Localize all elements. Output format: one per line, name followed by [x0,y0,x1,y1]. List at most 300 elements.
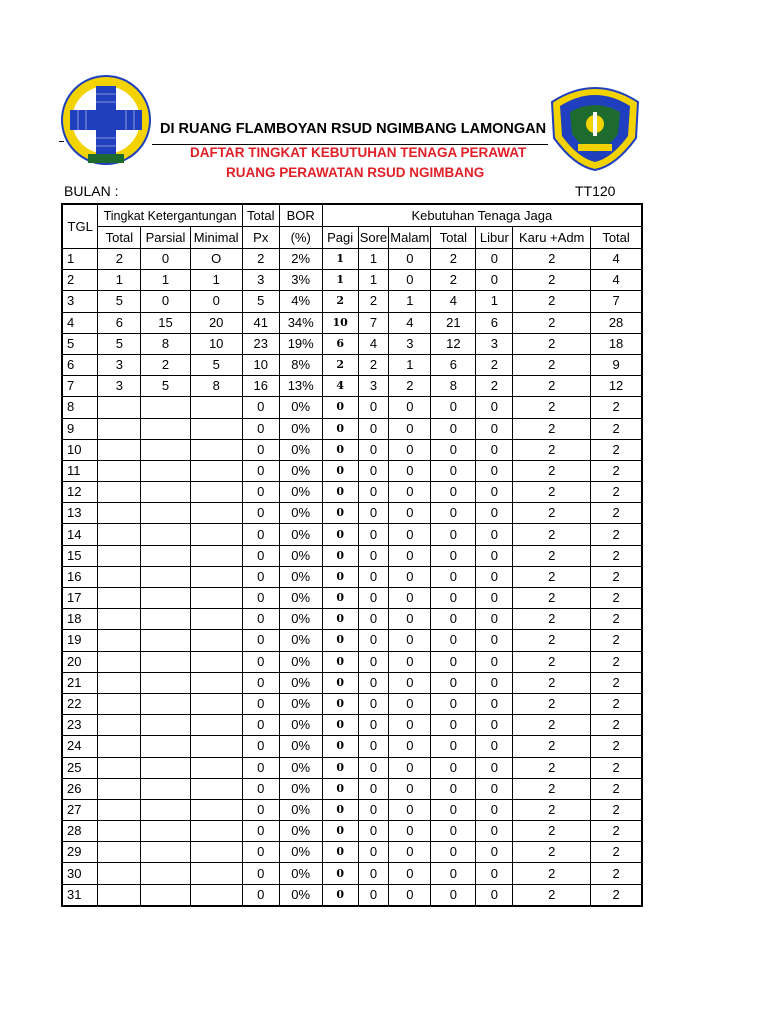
cell-jaga-total: 0 [431,588,476,609]
cell-minimal: 8 [190,376,242,397]
lamongan-emblem [546,80,644,172]
cell-malam: 0 [389,439,431,460]
cell-karu-adm: 2 [513,460,591,481]
cell-malam: 0 [389,397,431,418]
cell-grand-total: 2 [591,693,642,714]
table-row [62,799,642,820]
cell-jaga-total: 2 [431,249,476,270]
cell-libur: 0 [476,460,513,481]
cell-tgl: 26 [62,778,98,799]
cell-bor: 0% [279,630,322,651]
cell-sore: 0 [358,884,389,906]
cell-dep-total [98,799,141,820]
table-row [62,651,642,672]
cell-sore: 2 [358,291,389,312]
cell-karu-adm: 2 [513,821,591,842]
cell-sore: 0 [358,757,389,778]
cell-libur: 0 [476,482,513,503]
cell-dep-total [98,566,141,587]
cell-libur: 0 [476,715,513,736]
cell-malam: 0 [389,270,431,291]
cell-grand-total: 9 [591,354,642,375]
cell-minimal [190,863,242,884]
cell-bor: 0% [279,672,322,693]
cell-parsial: 8 [141,333,190,354]
cell-parsial [141,778,190,799]
cell-sore: 0 [358,566,389,587]
cell-dep-total [98,842,141,863]
cell-karu-adm: 2 [513,418,591,439]
cell-libur: 1 [476,291,513,312]
cell-minimal: 5 [190,354,242,375]
cell-tgl: 9 [62,418,98,439]
cell-total-px: 16 [242,376,279,397]
cell-karu-adm: 2 [513,333,591,354]
cell-malam: 0 [389,545,431,566]
cell-minimal: 20 [190,312,242,333]
cell-bor: 0% [279,418,322,439]
cell-malam: 0 [389,884,431,906]
cell-jaga-total: 0 [431,884,476,906]
table-row [62,630,642,651]
cell-karu-adm: 2 [513,354,591,375]
cell-jaga-total: 0 [431,757,476,778]
cell-dep-total [98,545,141,566]
cell-jaga-total: 0 [431,693,476,714]
cell-karu-adm: 2 [513,842,591,863]
cell-minimal [190,651,242,672]
cell-grand-total: 2 [591,418,642,439]
table-row [62,460,642,481]
cell-minimal [190,460,242,481]
cell-dep-total: 5 [98,333,141,354]
cell-grand-total: 2 [591,609,642,630]
cell-libur: 0 [476,799,513,820]
cell-minimal [190,672,242,693]
table-row [62,354,642,375]
cell-grand-total: 4 [591,249,642,270]
table-row [62,588,642,609]
header-total-px-1: Total [242,204,279,227]
cell-minimal [190,609,242,630]
cell-pagi: 0 [322,651,358,672]
cell-bor: 0% [279,693,322,714]
cell-jaga-total: 0 [431,482,476,503]
table-row [62,715,642,736]
cell-libur: 0 [476,397,513,418]
cell-bor: 0% [279,757,322,778]
cell-karu-adm: 2 [513,736,591,757]
cell-minimal [190,566,242,587]
cell-grand-total: 2 [591,397,642,418]
cell-bor: 0% [279,460,322,481]
cell-pagi: 2 [322,291,358,312]
cell-libur: 0 [476,778,513,799]
cell-pagi: 0 [322,503,358,524]
cell-libur: 0 [476,672,513,693]
cell-jaga-total: 0 [431,460,476,481]
cell-dep-total [98,609,141,630]
cell-jaga-total: 0 [431,715,476,736]
cell-bor: 0% [279,524,322,545]
cell-malam: 0 [389,566,431,587]
cell-jaga-total: 0 [431,630,476,651]
cell-sore: 0 [358,715,389,736]
cell-total-px: 0 [242,863,279,884]
cell-dep-total [98,630,141,651]
cell-sore: 0 [358,630,389,651]
cell-libur: 0 [476,503,513,524]
cell-minimal [190,736,242,757]
cell-karu-adm: 2 [513,609,591,630]
cell-grand-total: 2 [591,757,642,778]
table-row [62,482,642,503]
cell-karu-adm: 2 [513,630,591,651]
cell-minimal [190,884,242,906]
header-minimal: Minimal [190,227,242,249]
cell-pagi: 0 [322,588,358,609]
cell-total-px: 0 [242,736,279,757]
cell-libur: 0 [476,863,513,884]
cell-sore: 0 [358,693,389,714]
cell-karu-adm: 2 [513,799,591,820]
cell-sore: 1 [358,249,389,270]
cell-jaga-total: 6 [431,354,476,375]
cell-sore: 0 [358,799,389,820]
cell-malam: 0 [389,503,431,524]
cell-parsial [141,460,190,481]
table-row [62,778,642,799]
cell-sore: 0 [358,524,389,545]
cell-libur: 6 [476,312,513,333]
cell-bor: 0% [279,799,322,820]
cell-bor: 8% [279,354,322,375]
cell-bor: 0% [279,566,322,587]
cell-libur: 0 [476,439,513,460]
cell-bor: 19% [279,333,322,354]
cell-total-px: 0 [242,566,279,587]
cell-minimal [190,842,242,863]
cell-parsial [141,545,190,566]
cell-minimal [190,715,242,736]
cell-pagi: 0 [322,693,358,714]
cell-tgl: 30 [62,863,98,884]
cell-karu-adm: 2 [513,566,591,587]
cell-grand-total: 2 [591,482,642,503]
cell-grand-total: 4 [591,270,642,291]
cell-libur: 2 [476,376,513,397]
cell-jaga-total: 0 [431,524,476,545]
cell-pagi: 0 [322,397,358,418]
cell-malam: 2 [389,376,431,397]
table-row [62,503,642,524]
cell-bor: 3% [279,270,322,291]
cell-dep-total [98,736,141,757]
cell-jaga-total: 21 [431,312,476,333]
cell-libur: 0 [476,842,513,863]
cell-pagi: 0 [322,715,358,736]
cell-pagi: 0 [322,863,358,884]
cell-dep-total [98,863,141,884]
cell-dep-total [98,693,141,714]
cell-libur: 0 [476,757,513,778]
cell-dep-total [98,503,141,524]
cell-grand-total: 2 [591,778,642,799]
cell-pagi: 6 [322,333,358,354]
cell-tgl: 29 [62,842,98,863]
cell-dep-total [98,418,141,439]
cell-grand-total: 2 [591,588,642,609]
cell-libur: 0 [476,693,513,714]
cell-jaga-total: 0 [431,418,476,439]
cell-karu-adm: 2 [513,439,591,460]
cell-sore: 0 [358,460,389,481]
cell-pagi: 0 [322,757,358,778]
table-row [62,418,642,439]
header-bor-2: (%) [279,227,322,249]
cell-jaga-total: 12 [431,333,476,354]
header-jaga-total: Total [431,227,476,249]
cell-minimal: 0 [190,291,242,312]
cell-tgl: 13 [62,503,98,524]
cell-tgl: 27 [62,799,98,820]
cell-parsial: 15 [141,312,190,333]
cell-parsial: 5 [141,376,190,397]
cell-bor: 0% [279,439,322,460]
cell-bor: 0% [279,651,322,672]
cell-sore: 0 [358,609,389,630]
cell-bor: 0% [279,588,322,609]
cell-sore: 0 [358,588,389,609]
cell-parsial [141,609,190,630]
cell-dep-total: 2 [98,249,141,270]
cell-parsial [141,651,190,672]
cell-dep-total [98,397,141,418]
cell-malam: 0 [389,799,431,820]
table-row [62,821,642,842]
cell-karu-adm: 2 [513,715,591,736]
cell-pagi: 0 [322,566,358,587]
cell-pagi: 0 [322,418,358,439]
cell-jaga-total: 0 [431,545,476,566]
cell-malam: 0 [389,630,431,651]
cell-malam: 0 [389,672,431,693]
cell-pagi: 2 [322,354,358,375]
cell-dep-total [98,460,141,481]
cell-sore: 3 [358,376,389,397]
cell-grand-total: 2 [591,842,642,863]
header-total: Total [98,227,141,249]
header-tgl: TGL [62,204,98,249]
cell-jaga-total: 0 [431,439,476,460]
cell-grand-total: 2 [591,545,642,566]
cell-malam: 0 [389,609,431,630]
cell-parsial [141,524,190,545]
cell-sore: 0 [358,778,389,799]
cell-grand-total: 2 [591,566,642,587]
cell-sore: 2 [358,354,389,375]
table-row [62,376,642,397]
cell-malam: 0 [389,693,431,714]
cell-grand-total: 2 [591,799,642,820]
cell-pagi: 0 [322,736,358,757]
cell-jaga-total: 0 [431,736,476,757]
cell-malam: 0 [389,524,431,545]
cell-parsial [141,566,190,587]
cell-bor: 0% [279,397,322,418]
cell-karu-adm: 2 [513,545,591,566]
tt-label: TT120 [575,183,616,199]
cell-malam: 0 [389,249,431,270]
cell-tgl: 24 [62,736,98,757]
cell-minimal [190,482,242,503]
cell-libur: 0 [476,736,513,757]
cell-libur: 0 [476,609,513,630]
cell-total-px: 0 [242,609,279,630]
page-subtitle-1: DAFTAR TINGKAT KEBUTUHAN TENAGA PERAWAT [190,145,527,160]
cell-total-px: 0 [242,460,279,481]
header-parsial: Parsial [141,227,190,249]
header-karu-adm: Karu +Adm [513,227,591,249]
cell-jaga-total: 0 [431,799,476,820]
cell-minimal [190,439,242,460]
cell-minimal [190,821,242,842]
cell-sore: 0 [358,397,389,418]
cell-bor: 34% [279,312,322,333]
cell-tgl: 8 [62,397,98,418]
cell-tgl: 12 [62,482,98,503]
cell-libur: 0 [476,884,513,906]
cell-parsial [141,799,190,820]
table-row [62,249,642,270]
cell-malam: 0 [389,842,431,863]
cell-parsial [141,672,190,693]
cell-karu-adm: 2 [513,312,591,333]
cell-bor: 0% [279,863,322,884]
cell-jaga-total: 0 [431,863,476,884]
cell-minimal [190,757,242,778]
cell-tgl: 4 [62,312,98,333]
cell-sore: 0 [358,439,389,460]
header-libur: Libur [476,227,513,249]
cell-total-px: 0 [242,799,279,820]
cell-tgl: 15 [62,545,98,566]
cell-libur: 3 [476,333,513,354]
cell-libur: 0 [476,566,513,587]
cell-malam: 0 [389,757,431,778]
cell-libur: 0 [476,270,513,291]
cell-dep-total [98,588,141,609]
cell-dep-total [98,482,141,503]
cell-malam: 0 [389,736,431,757]
cell-malam: 0 [389,418,431,439]
cell-libur: 0 [476,545,513,566]
table-row [62,291,642,312]
cell-total-px: 0 [242,842,279,863]
table-row [62,757,642,778]
cell-parsial [141,397,190,418]
cell-total-px: 0 [242,821,279,842]
cell-tgl: 2 [62,270,98,291]
staffing-table [61,203,643,907]
header-bor-1: BOR [279,204,322,227]
cell-total-px: 0 [242,778,279,799]
cell-dep-total [98,439,141,460]
cell-parsial [141,630,190,651]
cell-grand-total: 12 [591,376,642,397]
cell-malam: 0 [389,460,431,481]
cell-karu-adm: 2 [513,524,591,545]
cell-minimal: 1 [190,270,242,291]
cell-jaga-total: 0 [431,566,476,587]
table-row [62,397,642,418]
cell-malam: 0 [389,821,431,842]
cell-total-px: 0 [242,672,279,693]
cell-jaga-total: 2 [431,270,476,291]
cell-libur: 2 [476,354,513,375]
cell-grand-total: 2 [591,715,642,736]
cell-bor: 0% [279,609,322,630]
cell-pagi: 0 [322,460,358,481]
cell-parsial: 0 [141,249,190,270]
cell-dep-total [98,524,141,545]
cell-bor: 2% [279,249,322,270]
cell-total-px: 0 [242,715,279,736]
cell-tgl: 25 [62,757,98,778]
cell-total-px: 0 [242,693,279,714]
cell-tgl: 31 [62,884,98,906]
cell-total-px: 41 [242,312,279,333]
cell-total-px: 0 [242,397,279,418]
cell-jaga-total: 0 [431,672,476,693]
cell-tgl: 22 [62,693,98,714]
page-subtitle-2: RUANG PERAWATAN RSUD NGIMBANG [226,165,485,180]
cell-malam: 0 [389,482,431,503]
cell-dep-total [98,821,141,842]
cell-minimal [190,778,242,799]
cell-total-px: 2 [242,249,279,270]
table-row [62,884,642,906]
table-row [62,545,642,566]
cell-sore: 7 [358,312,389,333]
cell-dep-total [98,778,141,799]
cell-jaga-total: 0 [431,609,476,630]
cell-dep-total [98,672,141,693]
cell-tgl: 23 [62,715,98,736]
cell-sore: 0 [358,545,389,566]
cell-malam: 0 [389,778,431,799]
cell-minimal [190,799,242,820]
table-row [62,842,642,863]
cell-grand-total: 28 [591,312,642,333]
table-row [62,566,642,587]
cell-pagi: 0 [322,842,358,863]
cell-bor: 0% [279,545,322,566]
cell-total-px: 0 [242,884,279,906]
cell-libur: 0 [476,524,513,545]
cell-sore: 1 [358,270,389,291]
cell-pagi: 1 [322,249,358,270]
bulan-label: BULAN : [64,183,119,199]
cell-parsial [141,736,190,757]
cell-grand-total: 2 [591,821,642,842]
cell-total-px: 3 [242,270,279,291]
cell-minimal [190,693,242,714]
cell-total-px: 0 [242,630,279,651]
cell-minimal [190,588,242,609]
cell-tgl: 20 [62,651,98,672]
cell-minimal [190,524,242,545]
